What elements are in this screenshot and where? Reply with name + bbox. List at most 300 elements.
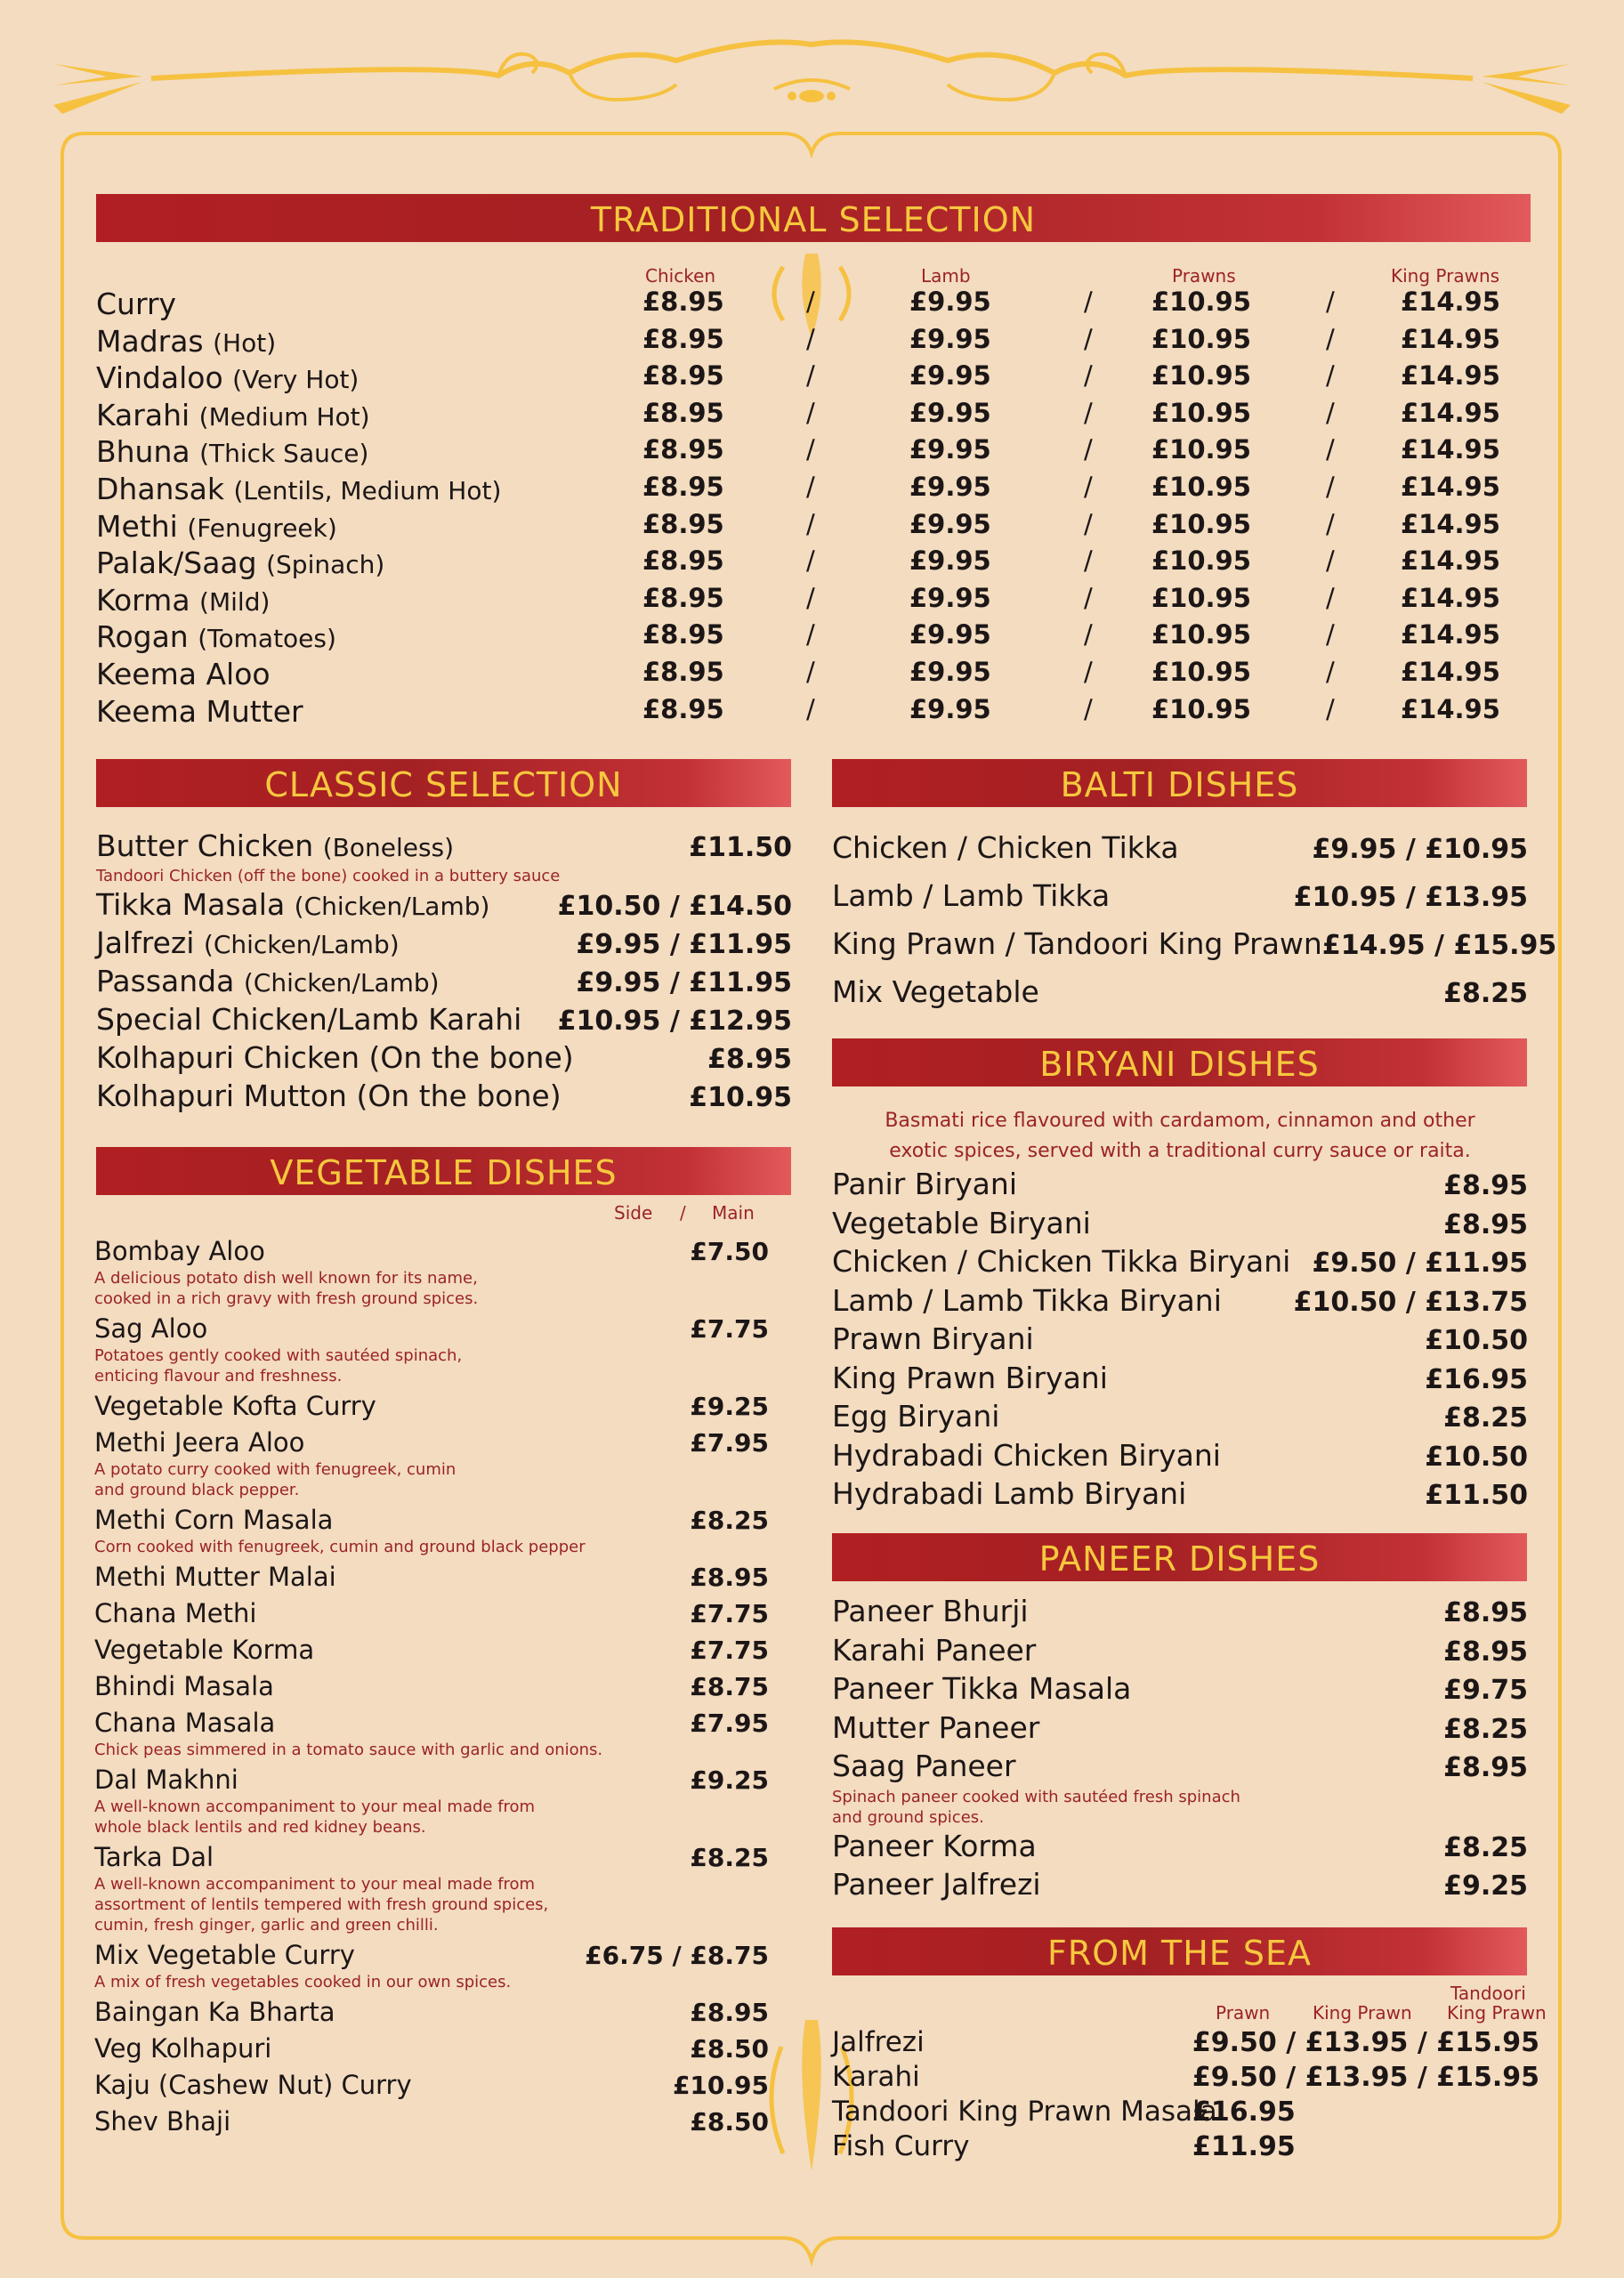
- dish-title: Rogan: [96, 619, 189, 655]
- classic-item: [96, 963, 792, 1001]
- sea-item: [832, 2129, 1539, 2164]
- balti-item: [832, 969, 1528, 1017]
- price-separator: /: [1084, 545, 1093, 577]
- dish-note: (Lentils, Medium Hot): [233, 476, 502, 505]
- dish-description: Potatoes gently cooked with sautéed spinach,: [94, 1346, 463, 1365]
- item-row: [94, 1670, 769, 1703]
- dish-name: [96, 472, 501, 506]
- dish-price: £10.95: [689, 1082, 792, 1113]
- dish-title: Kolhapuri Chicken (On the bone): [96, 1040, 574, 1075]
- dish-price: £14.95 / £15.95: [1321, 930, 1557, 961]
- dish-title: Vegetable Korma: [94, 1635, 315, 1665]
- balti-item: [832, 873, 1528, 921]
- dish-title: Dhansak: [96, 472, 224, 506]
- price-chicken: £8.95: [642, 360, 724, 392]
- dish-name: [832, 1321, 1034, 1358]
- item-row: [94, 1235, 769, 1268]
- vegetable-list: [94, 1235, 769, 2142]
- traditional-row: [96, 398, 1531, 433]
- biryani-item: [832, 1205, 1528, 1244]
- dish-name: [94, 1996, 335, 2029]
- price-chicken: £8.95: [642, 657, 724, 687]
- item-row: [94, 1634, 769, 1667]
- dish-price: £8.25: [690, 1843, 769, 1872]
- price-king-prawns: £14.95: [1401, 657, 1500, 687]
- sea-tandoori-header: Tandoori: [1450, 1983, 1526, 2004]
- dish-title: Mix Vegetable: [832, 974, 1039, 1009]
- price-separator: /: [806, 545, 815, 577]
- price-king-prawns: £14.95: [1401, 287, 1500, 317]
- dish-price: £9.50 / £11.95: [1312, 1248, 1528, 1279]
- price-separator: /: [1326, 323, 1335, 354]
- dish-title: Dal Makhni: [94, 1765, 238, 1795]
- dish-price: £8.50: [690, 2107, 769, 2137]
- dish-description: cooked in a rich gravy with fresh ground spices.: [94, 1289, 479, 1308]
- price-chicken: £8.95: [642, 323, 724, 354]
- price-lamb: £9.95: [909, 323, 991, 354]
- dish-name: [94, 1561, 336, 1594]
- dish-price: £8.50: [690, 2034, 769, 2064]
- dish-price: £8.95: [1443, 1170, 1528, 1201]
- traditional-row: [96, 324, 1531, 359]
- price-separator: /: [806, 582, 815, 613]
- price-separator: /: [806, 508, 815, 539]
- item-row: [96, 963, 792, 1001]
- veg-side-header: Side: [614, 1202, 653, 1224]
- dish-name: [96, 886, 489, 925]
- price-prawns: £10.95: [1151, 472, 1251, 502]
- dish-name: [832, 1475, 1186, 1513]
- dish-name: [94, 1597, 256, 1630]
- dish-title: Special Chicken/Lamb Karahi: [96, 1002, 522, 1037]
- biryani-item: [832, 1321, 1528, 1360]
- price-lamb: £9.95: [909, 545, 991, 577]
- price-lamb: £9.95: [909, 434, 991, 465]
- classic-item: [96, 828, 792, 886]
- dish-name: [96, 925, 400, 963]
- price-lamb: £9.95: [909, 472, 991, 502]
- price-separator: /: [1084, 582, 1093, 613]
- dish-name: [96, 545, 384, 580]
- item-row: [832, 1360, 1528, 1399]
- biryani-item: [832, 1398, 1528, 1437]
- price-prawns: £10.95: [1151, 508, 1251, 539]
- price-separator: /: [806, 619, 815, 650]
- sea-tandoori-king-prawn-header: King Prawn: [1447, 2002, 1547, 2024]
- classic-item: [96, 1001, 792, 1039]
- dish-name: [96, 1078, 562, 1114]
- dish-title: Mutter Paneer: [832, 1709, 1040, 1745]
- sea-king-prawn-header: King Prawn: [1313, 2002, 1412, 2024]
- dish-title: Jalfrezi: [96, 925, 195, 960]
- vegetable-item: [94, 1939, 769, 1992]
- traditional-column-2: Prawns: [1172, 265, 1236, 287]
- dish-name: [96, 324, 276, 359]
- price-separator: /: [1326, 287, 1335, 317]
- item-row: [832, 1243, 1528, 1282]
- dish-name: [832, 825, 1179, 871]
- item-row: [832, 1166, 1528, 1205]
- dish-title: Karahi: [832, 2061, 920, 2093]
- balti-item: [832, 825, 1528, 873]
- dish-price: £7.50: [690, 1237, 769, 1266]
- dish-title: King Prawn Biryani: [832, 1360, 1108, 1395]
- item-row: [94, 1390, 769, 1423]
- balti-dishes-header: BALTI DISHES: [832, 759, 1527, 807]
- dish-title: Hydrabadi Chicken Biryani: [832, 1437, 1221, 1473]
- price-prawns: £10.95: [1151, 434, 1251, 465]
- vegetable-item: [94, 1634, 769, 1667]
- dish-price: £8.25: [1443, 1713, 1528, 1745]
- dish-description: and ground spices.: [832, 1807, 984, 1827]
- dish-title: Saag Paneer: [832, 1749, 1016, 1783]
- traditional-row: [96, 657, 1531, 692]
- dish-price: £8.25: [1443, 978, 1528, 1009]
- price-prawns: £10.95: [1151, 545, 1251, 577]
- dish-price: £8.95: [1443, 1752, 1528, 1783]
- price-lamb: £9.95: [909, 397, 991, 428]
- dish-title: Kolhapuri Mutton (On the bone): [96, 1078, 562, 1113]
- biryani-item: [832, 1282, 1528, 1321]
- item-row: [94, 1313, 769, 1345]
- traditional-row: [96, 287, 1531, 322]
- dish-name: [96, 509, 337, 544]
- item-row: [832, 1670, 1528, 1709]
- dish-price: £9.75: [1443, 1675, 1528, 1706]
- dish-title: Lamb / Lamb Tikka: [832, 878, 1111, 913]
- dish-name: [832, 1360, 1108, 1397]
- dish-name: [832, 1632, 1036, 1669]
- price-separator: /: [1084, 619, 1093, 650]
- dish-name: [832, 1437, 1221, 1474]
- price-separator: /: [1326, 657, 1335, 687]
- dish-name: [832, 921, 1322, 967]
- price-king-prawns: £14.95: [1401, 582, 1500, 613]
- dish-price: £10.50 / £13.75: [1293, 1286, 1528, 1318]
- price-separator: /: [806, 360, 815, 392]
- vegetable-item: [94, 2105, 769, 2138]
- dish-name: [96, 657, 271, 691]
- dish-price: £10.95 / £12.95: [557, 1006, 792, 1037]
- dish-name: [832, 1709, 1039, 1747]
- item-row: [96, 1078, 792, 1116]
- item-row: [832, 1828, 1528, 1867]
- item-row: [832, 2129, 1539, 2164]
- price-lamb: £9.95: [909, 657, 991, 687]
- dish-name: [832, 1593, 1029, 1630]
- dish-title: Tandoori King Prawn Masala: [832, 2096, 1217, 2128]
- dish-name: [832, 2060, 1192, 2095]
- price-separator: /: [1084, 657, 1093, 687]
- price-king-prawns: £14.95: [1401, 397, 1500, 428]
- paneer-item: [832, 1748, 1528, 1828]
- dish-price: £10.50 / £14.50: [557, 891, 792, 922]
- dish-name: [94, 1504, 333, 1537]
- dish-title: Tarka Dal: [94, 1842, 214, 1872]
- price-prawns: £10.95: [1151, 619, 1251, 650]
- dish-title: Bombay Aloo: [94, 1236, 265, 1266]
- dish-price: £10.95 / £13.95: [1293, 882, 1528, 913]
- price-separator: /: [1084, 287, 1093, 317]
- classic-item: [96, 1078, 792, 1116]
- price-separator: /: [1084, 397, 1093, 428]
- dish-price: £7.95: [690, 1708, 769, 1738]
- price-separator: /: [1326, 397, 1335, 428]
- price-separator: /: [806, 397, 815, 428]
- dish-name: [832, 1866, 1041, 1903]
- dish-title: Methi Mutter Malai: [94, 1562, 336, 1592]
- price-separator: /: [1084, 434, 1093, 465]
- price-chicken: £8.95: [642, 508, 724, 539]
- dish-title: Fish Curry: [832, 2130, 970, 2162]
- dish-name: [94, 1390, 376, 1423]
- dish-note: (Chicken/Lamb): [203, 930, 400, 959]
- dish-name: [94, 2069, 412, 2102]
- dish-name: [96, 287, 176, 321]
- vegetable-item: [94, 1313, 769, 1386]
- price-prawns: £10.95: [1151, 693, 1251, 724]
- dish-title: Shev Bhaji: [94, 2106, 231, 2137]
- dish-price: £9.25: [1443, 1870, 1528, 1902]
- vegetable-item: [94, 1390, 769, 1423]
- price-chicken: £8.95: [642, 434, 724, 465]
- item-row: [832, 873, 1528, 921]
- biryani-item: [832, 1360, 1528, 1399]
- dish-title: Keema Aloo: [96, 657, 271, 691]
- dish-description: and ground black pepper.: [94, 1481, 300, 1499]
- dish-title: Keema Mutter: [96, 693, 303, 729]
- biryani-intro: [832, 1106, 1528, 1167]
- classic-list: [96, 828, 792, 1116]
- dish-price: £9.50 / £13.95 / £15.95: [1192, 2027, 1539, 2058]
- price-separator: /: [1326, 434, 1335, 465]
- price-lamb: £9.95: [909, 582, 991, 613]
- price-prawns: £10.95: [1151, 360, 1251, 392]
- classic-item: [96, 886, 792, 925]
- item-row: [832, 1475, 1528, 1515]
- price-king-prawns: £14.95: [1401, 693, 1500, 724]
- dish-title: King Prawn / Tandoori King Prawn: [832, 926, 1322, 961]
- dish-name: [94, 1426, 304, 1459]
- dish-title: Karahi Paneer: [832, 1632, 1037, 1668]
- paneer-dishes-header: PANEER DISHES: [832, 1533, 1527, 1581]
- price-chicken: £8.95: [642, 693, 724, 724]
- price-lamb: £9.95: [909, 508, 991, 539]
- dish-price: £9.25: [690, 1765, 769, 1795]
- dish-name: [832, 1748, 1016, 1785]
- dish-price: £10.50: [1425, 1441, 1528, 1473]
- dish-name: [94, 1841, 214, 1874]
- price-chicken: £8.95: [642, 287, 724, 317]
- dish-price: £8.95: [1443, 1208, 1528, 1240]
- dish-title: Jalfrezi: [832, 2026, 925, 2058]
- price-separator: /: [806, 472, 815, 502]
- item-row: [94, 2069, 769, 2102]
- item-row: [832, 969, 1528, 1017]
- price-chicken: £8.95: [642, 582, 724, 613]
- dish-name: [96, 1039, 574, 1076]
- item-row: [94, 1764, 769, 1797]
- dish-title: Egg Biryani: [832, 1399, 1000, 1434]
- paneer-item: [832, 1866, 1528, 1905]
- vegetable-item: [94, 1597, 769, 1630]
- dish-price: £8.75: [690, 1672, 769, 1701]
- dish-name: [94, 2105, 230, 2138]
- item-row: [94, 1707, 769, 1740]
- price-separator: /: [1084, 323, 1093, 354]
- price-separator: /: [806, 657, 815, 687]
- dish-description: A delicious potato dish well known for its name,: [94, 1269, 478, 1288]
- traditional-row: [96, 472, 1531, 507]
- sea-item: [832, 2095, 1539, 2129]
- traditional-row: [96, 360, 1531, 396]
- dish-title: Chana Masala: [94, 1708, 276, 1738]
- dish-name: [96, 434, 368, 469]
- dish-price: £8.95: [707, 1044, 792, 1075]
- dish-description: Tandoori Chicken (off the bone) cooked in a buttery sauce: [96, 867, 561, 885]
- price-prawns: £10.95: [1151, 323, 1251, 354]
- dish-name: [832, 1205, 1091, 1242]
- item-row: [832, 921, 1557, 969]
- item-row: [832, 825, 1528, 873]
- paneer-item: [832, 1670, 1528, 1709]
- dish-description: Corn cooked with fenugreek, cumin and ground black pepper: [94, 1538, 586, 1556]
- dish-title: Korma: [96, 582, 190, 618]
- dish-price: £7.75: [690, 1599, 769, 1628]
- dish-name: [94, 1670, 274, 1703]
- dish-note: (Hot): [213, 327, 277, 358]
- classic-item: [96, 925, 792, 963]
- dish-title: Methi Jeera Aloo: [94, 1427, 305, 1458]
- dish-description: A well-known accompaniment to your meal made from: [94, 1875, 536, 1894]
- traditional-column-0: Chicken: [645, 265, 716, 287]
- dish-title: Palak/Saag: [96, 545, 257, 581]
- dish-price: £9.25: [690, 1392, 769, 1421]
- dish-name: [96, 963, 440, 1001]
- dish-price: £8.95: [690, 1563, 769, 1592]
- item-row: [94, 1561, 769, 1594]
- dish-note: (Spinach): [266, 550, 385, 580]
- dish-title: Hydrabadi Lamb Biryani: [832, 1476, 1187, 1511]
- price-king-prawns: £14.95: [1401, 323, 1500, 354]
- dish-price: £9.95 / £11.95: [576, 967, 792, 998]
- dish-name: [94, 1235, 265, 1268]
- dish-title: Prawn Biryani: [832, 1321, 1034, 1356]
- paneer-item: [832, 1828, 1528, 1867]
- dish-title: Paneer Bhurji: [832, 1594, 1029, 1628]
- vegetable-item: [94, 2032, 769, 2065]
- price-king-prawns: £14.95: [1401, 434, 1500, 465]
- price-separator: /: [1084, 472, 1093, 502]
- dish-name: [832, 2095, 1217, 2129]
- dish-price: £7.95: [690, 1428, 769, 1458]
- item-row: [94, 1939, 769, 1972]
- item-row: [832, 1205, 1528, 1244]
- dish-name: [832, 2129, 1192, 2164]
- item-row: [94, 2032, 769, 2065]
- dish-note: (Chicken/Lamb): [294, 892, 490, 921]
- price-separator: /: [1326, 472, 1335, 502]
- biryani-intro-line: exotic spices, served with a traditional curry sauce or raita.: [889, 1140, 1471, 1162]
- traditional-column-1: Lamb: [921, 265, 971, 287]
- dish-title: Paneer Jalfrezi: [832, 1867, 1041, 1902]
- price-separator: /: [806, 693, 815, 724]
- vegetable-item: [94, 1841, 769, 1935]
- item-row: [94, 2105, 769, 2138]
- vegetable-dishes-header: VEGETABLE DISHES: [96, 1147, 791, 1195]
- price-chicken: £8.95: [642, 619, 724, 650]
- biryani-list: [832, 1166, 1528, 1515]
- dish-name: [832, 873, 1110, 919]
- dish-title: Paneer Tikka Masala: [832, 1671, 1132, 1706]
- item-row: [832, 1282, 1528, 1321]
- dish-note: (Very Hot): [232, 365, 360, 395]
- traditional-row: [96, 619, 1531, 655]
- item-row: [96, 925, 792, 963]
- dish-description: Chick peas simmered in a tomato sauce with garlic and onions.: [94, 1741, 603, 1759]
- sea-prawn-header: Prawn: [1216, 2002, 1271, 2024]
- traditional-row: [96, 694, 1531, 730]
- dish-note: (Boneless): [322, 833, 455, 862]
- dish-note: (Tomatoes): [198, 624, 336, 654]
- dish-name: [96, 828, 454, 866]
- dish-price: £6.75 / £8.75: [585, 1941, 769, 1970]
- item-row: [96, 828, 792, 866]
- item-row: [832, 1398, 1528, 1437]
- price-separator: /: [1326, 508, 1335, 539]
- traditional-column-3: King Prawns: [1391, 265, 1500, 287]
- dish-title: Methi Corn Masala: [94, 1505, 334, 1535]
- item-row: [832, 2095, 1539, 2129]
- vegetable-item: [94, 1764, 769, 1838]
- dish-price: £8.95: [690, 1998, 769, 2027]
- item-row: [832, 1709, 1528, 1749]
- dish-description: A mix of fresh vegetables cooked in our own spices.: [94, 1973, 512, 1991]
- dish-name: [94, 1634, 314, 1667]
- price-prawns: £10.95: [1151, 657, 1251, 687]
- dish-name: [832, 1670, 1131, 1708]
- price-chicken: £8.95: [642, 545, 724, 577]
- sea-item: [832, 2060, 1539, 2095]
- traditional-row: [96, 434, 1531, 470]
- dish-title: Chicken / Chicken Tikka Biryani: [832, 1244, 1291, 1279]
- from-the-sea-header: FROM THE SEA: [832, 1927, 1527, 1975]
- veg-main-header: Main: [712, 1202, 755, 1224]
- dish-name: [96, 360, 359, 395]
- vegetable-item: [94, 1707, 769, 1760]
- dish-title: Mix Vegetable Curry: [94, 1940, 355, 1970]
- price-separator: /: [1084, 508, 1093, 539]
- item-row: [94, 1996, 769, 2029]
- dish-name: [832, 969, 1039, 1015]
- dish-note: (Thick Sauce): [199, 439, 369, 469]
- dish-title: Kaju (Cashew Nut) Curry: [94, 2070, 412, 2100]
- traditional-row: [96, 583, 1531, 618]
- biryani-item: [832, 1437, 1528, 1476]
- dish-title: Methi: [96, 508, 178, 544]
- dish-note: (Fenugreek): [187, 513, 337, 543]
- sea-item: [832, 2025, 1539, 2060]
- dish-title: Butter Chicken: [96, 828, 314, 863]
- dish-name: [96, 583, 270, 618]
- paneer-item: [832, 1632, 1528, 1671]
- item-row: [94, 1426, 769, 1459]
- biryani-dishes-header: BIRYANI DISHES: [832, 1038, 1527, 1086]
- dish-price: £9.95 / £11.95: [576, 929, 792, 960]
- dish-name: [832, 1282, 1222, 1320]
- dish-title: Karahi: [96, 397, 190, 432]
- price-separator: /: [1326, 545, 1335, 577]
